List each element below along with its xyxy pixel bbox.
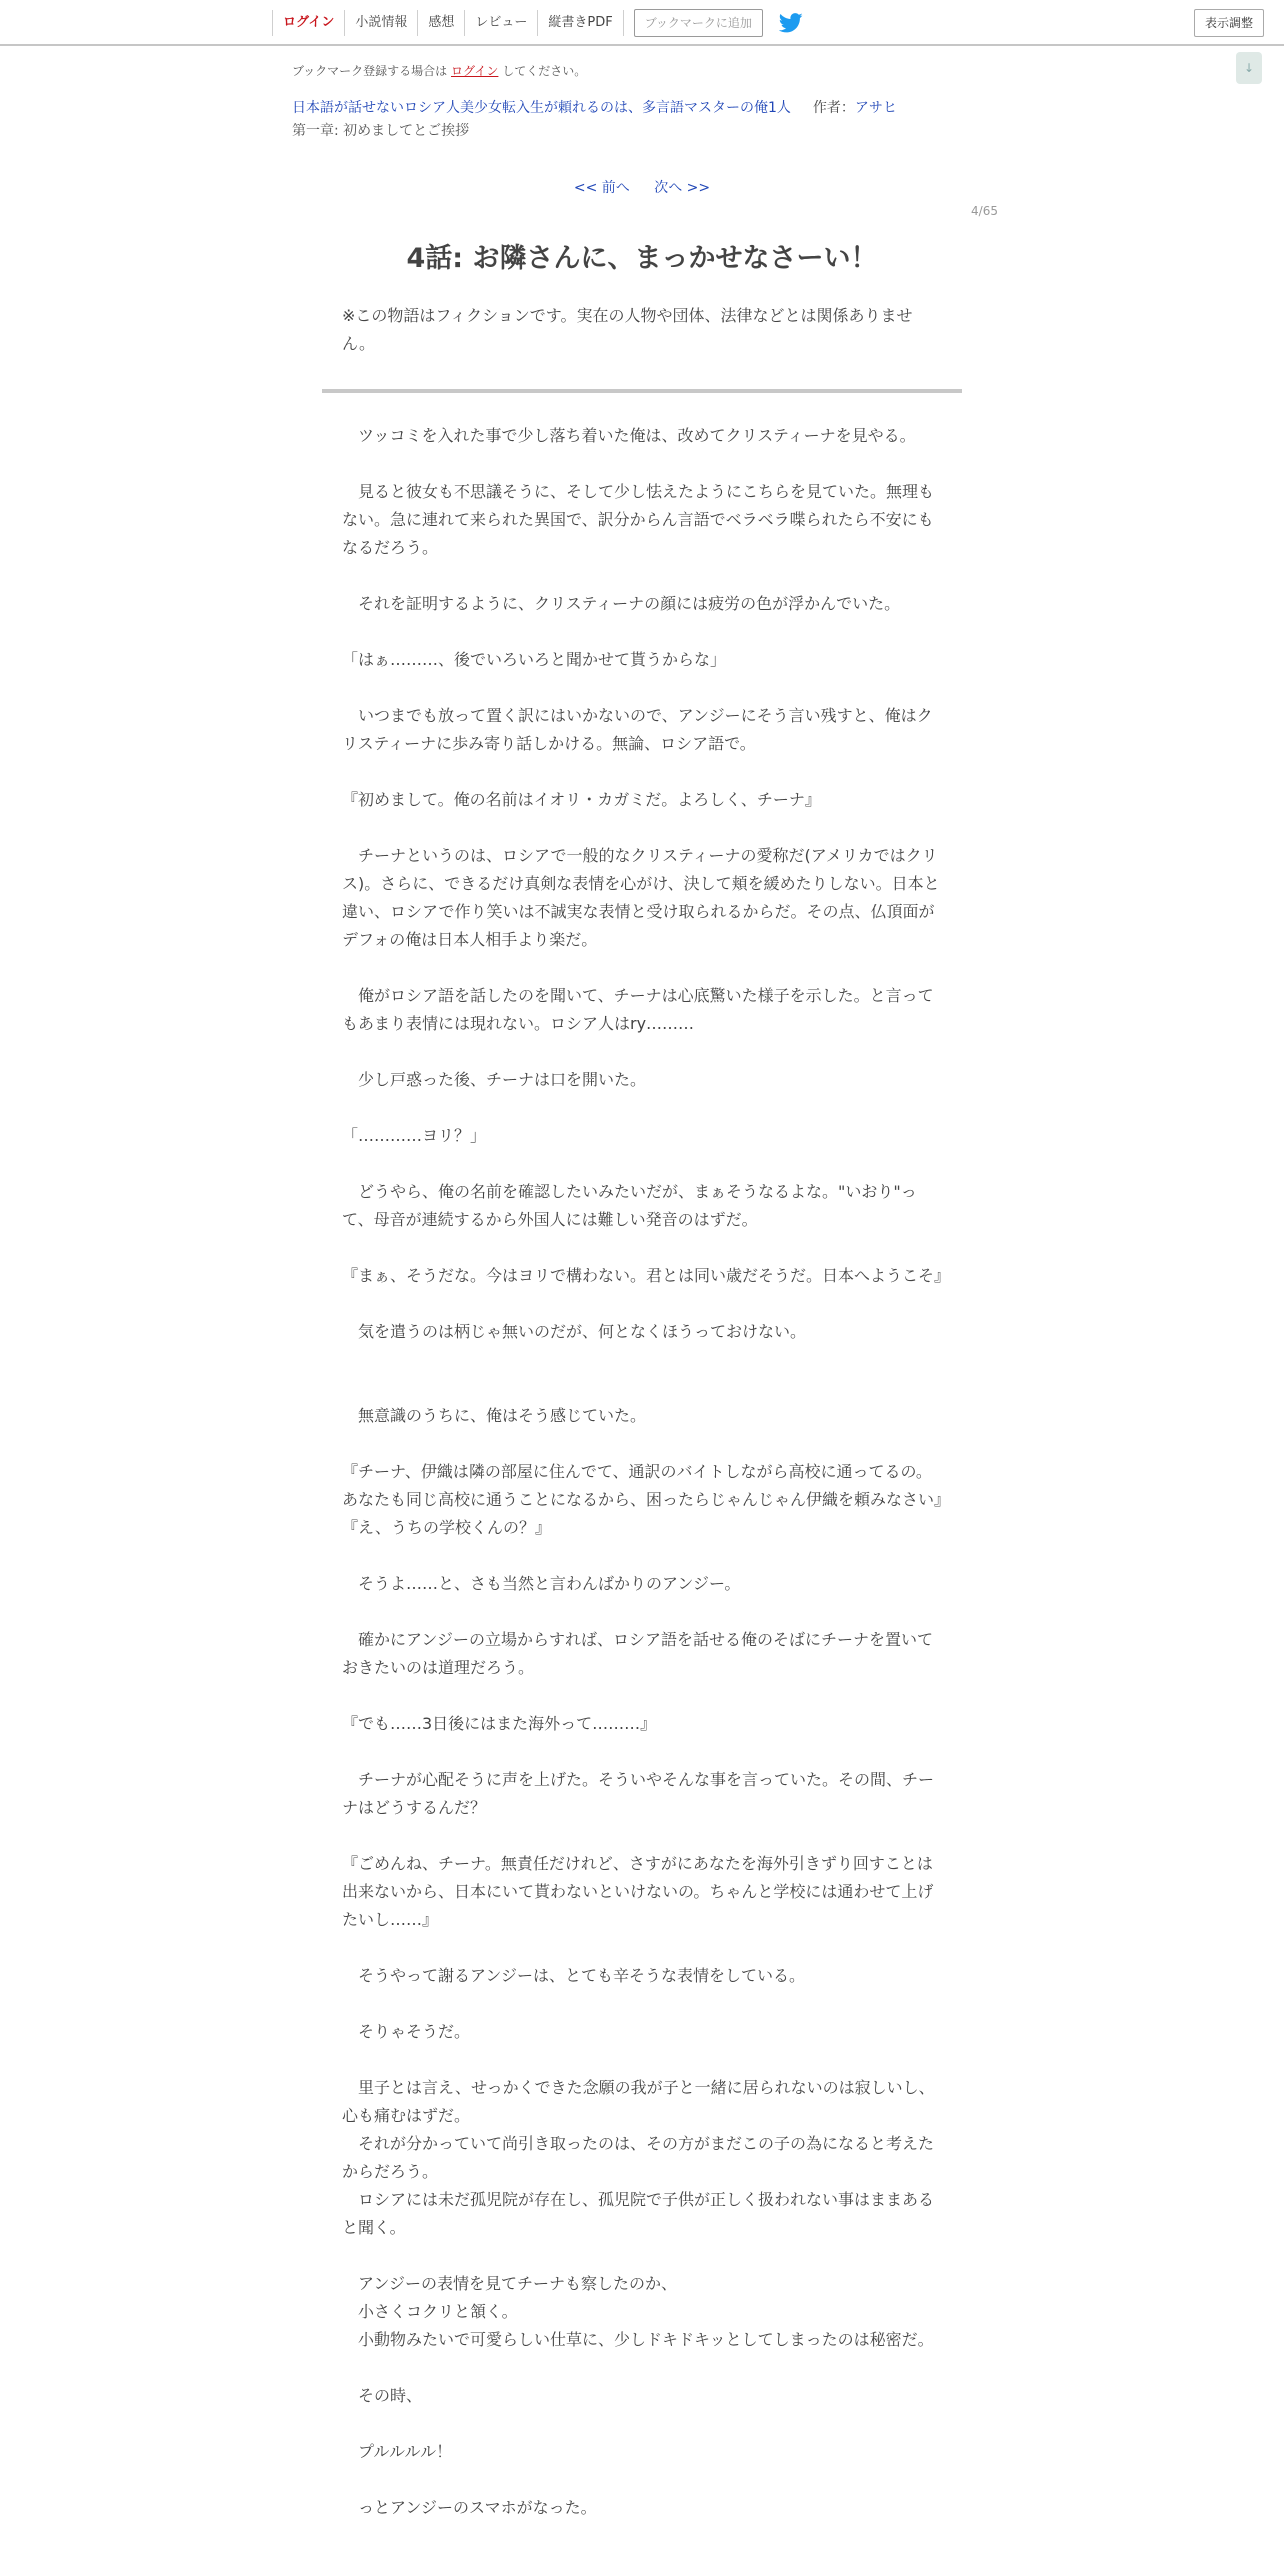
body-line: そうよ……と、さも当然と言わんばかりのアンジー。 [342, 1574, 741, 1593]
body-line: 「…………ヨリ？」 [342, 1126, 487, 1145]
body-line: 『え、うちの学校くんの？』 [342, 1518, 551, 1537]
episode-title: 4話: お隣さんに、まっかせなさーい！ [406, 243, 878, 274]
body-line: 『まぁ、そうだな。今はヨリで構わない。君とは同い歳だそうだ。日本へようこそ』 [342, 1266, 951, 1285]
bookmark-login-notice [292, 62, 586, 79]
notice-suffix: してください。 [502, 64, 587, 78]
twitter-icon[interactable] [779, 12, 805, 34]
body-line [342, 1430, 942, 1458]
header-nav [272, 0, 805, 46]
page-number: 4/65 [971, 204, 998, 218]
body-line: 小さくコクリと頷く。 [342, 2302, 518, 2321]
add-bookmark-button[interactable]: ブックマークに追加 [634, 9, 763, 37]
body-line [342, 674, 942, 702]
body-line [342, 1234, 942, 1262]
display-settings-button[interactable]: 表示調整 [1194, 9, 1264, 37]
body-line: どうやら、俺の名前を確認したいみたいだが、まぁそうなるよな。"いおり"って、母音が連続するから外国人には難しい発音のはずだ。 [342, 1182, 917, 1229]
body-line [342, 618, 942, 646]
body-line: 確かにアンジーの立場からすれば、ロシア語を話せる俺のそばにチーナを置いておきたいのは道理だろう。 [342, 1630, 933, 1677]
prev-episode-link[interactable]: << 前へ [573, 180, 630, 196]
vertical-pdf-link[interactable]: 縦書きPDF [537, 10, 623, 36]
episode-body [342, 422, 951, 2522]
body-line: アンジーの表情を見てチーナも察したのか、 [342, 2274, 677, 2293]
notice-login-link[interactable]: ログイン [451, 64, 499, 78]
novel-title-link[interactable]: 日本語が話せないロシア人美少女転入生が頼れるのは、多言語マスターの俺1人 [292, 100, 791, 116]
body-line [342, 2046, 942, 2074]
review-link[interactable]: レビュー [464, 10, 537, 36]
body-line [342, 450, 942, 478]
episode-foreword: ※この物語はフィクションです。実在の人物や団体、法律などとは関係ありません。 [342, 306, 913, 353]
body-line: それを証明するように、クリスティーナの顔には疲労の色が浮かんでいた。 [342, 594, 901, 613]
body-line: 気を遣うのは柄じゃ無いのだが、何となくほうっておけない。 [342, 1322, 807, 1341]
episode-pager [0, 177, 1284, 197]
body-line [342, 814, 942, 842]
notice-prefix: ブックマーク登録する場合は [292, 64, 448, 78]
author-label: 作者： [812, 100, 855, 116]
body-line [342, 1822, 942, 1850]
author-link[interactable]: アサヒ [854, 100, 897, 116]
body-line: そうやって謝るアンジーは、とても辛そうな表情をしている。 [342, 1966, 805, 1985]
body-line: その時、 [342, 2386, 423, 2405]
body-line: 俺がロシア語を話したのを聞いて、チーナは心底驚いた様子を示した。と言ってもあまり表情には現れない。ロシア人はry……… [342, 986, 934, 1033]
body-line [342, 758, 942, 786]
login-link[interactable]: ログイン [272, 10, 344, 36]
body-line [342, 1290, 942, 1318]
body-line: っとアンジーのスマホがなった。 [342, 2498, 597, 2517]
body-line [342, 1346, 942, 1374]
body-line: 「はぁ………、後でいろいろと聞かせて貰うからな」 [342, 650, 727, 669]
foreword-divider [322, 389, 962, 393]
next-episode-link[interactable]: 次へ >> [654, 180, 711, 196]
body-line [342, 1150, 942, 1178]
body-line: いつまでも放って置く訳にはいかないので、アンジーにそう言い残すと、俺はクリスティーナに歩み寄り話しかける。無論、ロシア語で。 [342, 706, 933, 753]
body-line: 『チーナ、伊織は隣の部屋に住んでて、通訳のバイトしながら高校に通ってるの。あなたも同じ高校に通うことになるから、困ったらじゃんじゃん伊織を頼みなさい』 [342, 1462, 951, 1509]
novel-title-line [292, 97, 897, 117]
body-line [342, 562, 942, 590]
body-line: 『初めまして。俺の名前はイオリ・カガミだ。よろしく、チーナ』 [342, 790, 821, 809]
body-line [342, 1934, 942, 1962]
body-line: 里子とは言え、せっかくできた念願の我が子と一緒に居られないのは寂しいし、心も痛むはずだ。 [342, 2078, 935, 2125]
body-line [342, 1374, 942, 1402]
body-line: 『でも……3日後にはまた海外って………』 [342, 1714, 657, 1733]
impressions-link[interactable]: 感想 [417, 10, 464, 36]
body-line: ツッコミを入れた事で少し落ち着いた俺は、改めてクリスティーナを見やる。 [342, 426, 916, 445]
body-line [342, 1598, 942, 1626]
novel-info-link[interactable]: 小説情報 [344, 10, 417, 36]
body-line [342, 2242, 942, 2270]
body-line: 小動物みたいで可愛らしい仕草に、少しドキドキッとしてしまったのは秘密だ。 [342, 2330, 934, 2349]
body-line [342, 1038, 942, 1066]
body-line: 少し戸惑った後、チーナは口を開いた。 [342, 1070, 647, 1089]
body-line [342, 1094, 942, 1122]
body-line [342, 1990, 942, 2018]
body-line [342, 1682, 942, 1710]
body-line: プルルルル！ [342, 2442, 453, 2461]
top-navigation-bar [0, 0, 1284, 46]
chapter-title: 第一章: 初めましてとご挨拶 [292, 123, 470, 139]
body-line: チーナというのは、ロシアで一般的なクリスティーナの愛称だ(アメリカではクリス)。さらに、できるだけ真剣な表情を心がけ、決して頬を緩めたりしない。日本と違い、ロシアで作り笑いは不誠実な表情と受け取られるからだ。その点、仏頂面がデフォの俺は日本人相手より楽だ。 [342, 846, 940, 949]
body-line: それが分かっていて尚引き取ったのは、その方がまだこの子の為になると考えたからだろう。 [342, 2134, 935, 2181]
scroll-down-tab[interactable]: ↓ [1236, 52, 1262, 84]
body-line [342, 2354, 942, 2382]
body-line: チーナが心配そうに声を上げた。そういやそんな事を言っていた。その間、チーナはどうするんだ？ [342, 1770, 935, 1817]
body-line: ロシアには未だ孤児院が存在し、孤児院で子供が正しく扱われない事はままあると聞く。 [342, 2190, 935, 2237]
body-line [342, 954, 942, 982]
body-line: 『ごめんね、チーナ。無責任だけれど、さすがにあなたを海外引きずり回すことは出来ないから、日本にいて貰わないといけないの。ちゃんと学校には通わせて上げたいし……』 [342, 1854, 934, 1929]
body-line: 見ると彼女も不思議そうに、そして少し怯えたようにこちらを見ていた。無理もない。急に連れて来られた異国で、訳分からん言語でベラベラ喋られたら不安にもなるだろう。 [342, 482, 935, 557]
body-line [342, 2410, 942, 2438]
body-line: そりゃそうだ。 [342, 2022, 471, 2041]
body-line: 無意識のうちに、俺はそう感じていた。 [342, 1406, 647, 1425]
body-line [342, 1738, 942, 1766]
body-line [342, 2466, 942, 2494]
body-line [342, 1542, 942, 1570]
